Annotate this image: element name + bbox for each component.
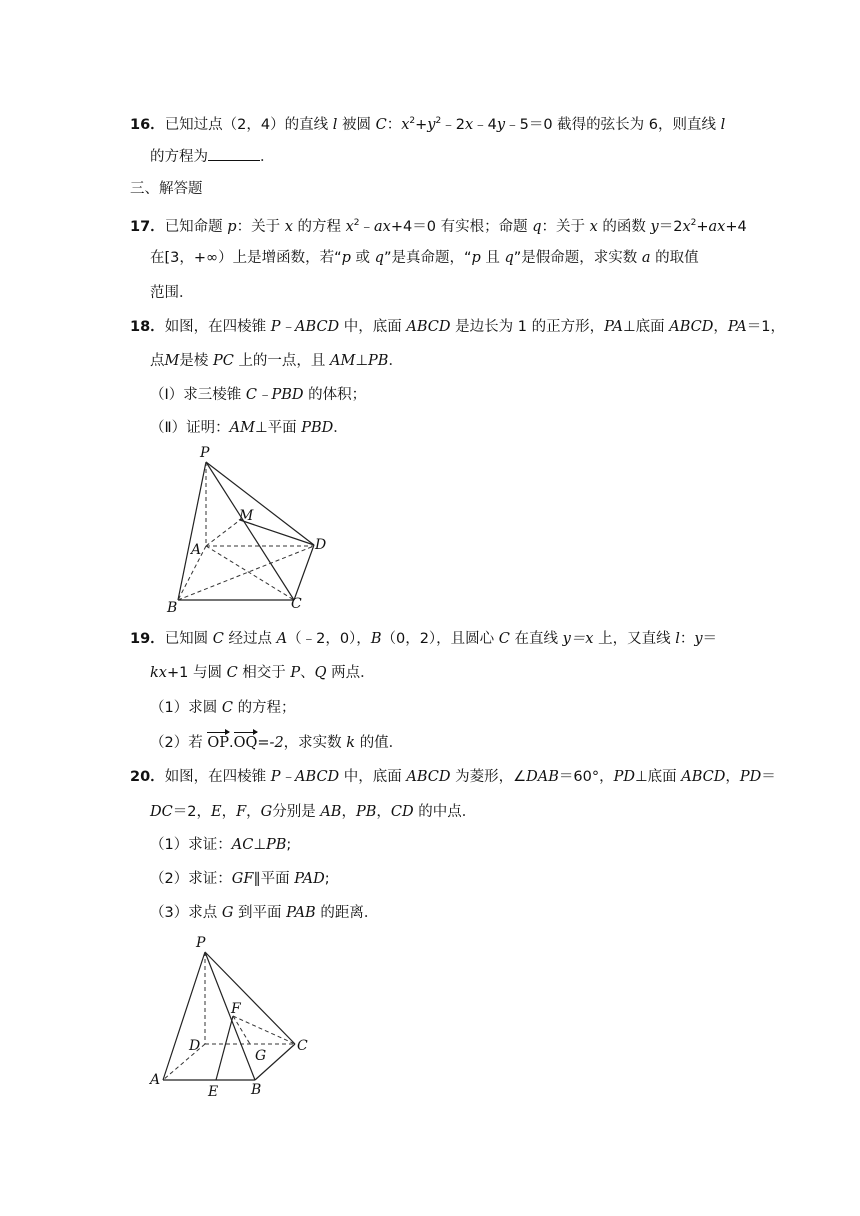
q19-text: +1 与圆 xyxy=(166,665,222,681)
edge-PC xyxy=(205,952,295,1044)
var-G: G xyxy=(260,804,273,820)
var-Q: Q xyxy=(314,665,327,681)
exponent: 2 xyxy=(409,116,416,126)
var-C: C xyxy=(226,665,238,681)
var-y: y xyxy=(427,117,436,133)
q17-text: +4＝0 有实根；命题 xyxy=(390,219,528,235)
q19-text: ＝ xyxy=(702,631,718,647)
var-PA: PA xyxy=(727,319,747,335)
var-C: C xyxy=(221,700,233,716)
q19-text: 、 xyxy=(300,665,315,681)
var-M: M xyxy=(164,353,180,369)
q17-text: 的取值 xyxy=(655,250,699,266)
var-l: l xyxy=(720,117,726,133)
q18-sub-2 xyxy=(150,418,348,438)
label-D: D xyxy=(315,537,327,553)
var-PD: PD xyxy=(613,769,635,785)
q16-text: ． xyxy=(260,149,275,165)
label-A: A xyxy=(191,542,202,558)
q20-text: ， xyxy=(376,804,391,820)
q20-pyramid-figure xyxy=(145,930,335,1100)
var-ABCD: ABCD xyxy=(681,769,726,785)
q19-text: 两点． xyxy=(331,665,375,681)
q18-text: 的体积； xyxy=(308,387,367,403)
var-q: q xyxy=(504,250,514,266)
q19-sub-1 xyxy=(150,698,296,718)
q17-text: ﹣ xyxy=(359,219,375,235)
var-ABCD: ABCD xyxy=(406,769,451,785)
q20-line-2 xyxy=(150,802,476,822)
q19-text: 的值． xyxy=(359,735,404,751)
q20-text: ， xyxy=(341,804,356,820)
q19-text: ，求实数 xyxy=(283,735,342,751)
q18-text: （Ⅱ）证明： xyxy=(150,420,230,436)
q17-text: ”是真命题，“ xyxy=(383,250,472,266)
segment-AM xyxy=(206,520,240,546)
q20-text: （3）求点 xyxy=(150,905,218,921)
q18-text: ， xyxy=(713,319,728,335)
q18-text: ⊥平面 xyxy=(254,420,297,436)
var-x: x xyxy=(682,219,691,235)
var-p: p xyxy=(341,250,351,266)
q20-text: ⊥底面 xyxy=(634,769,677,785)
var-x: x xyxy=(401,117,410,133)
var-PB: PB xyxy=(265,837,287,853)
var-GF: GF xyxy=(231,871,254,887)
q17-text: + xyxy=(696,219,709,235)
var-pyramid: P﹣ABCD xyxy=(270,769,340,785)
q20-text: 分别是 xyxy=(272,804,316,820)
q20-text: （1）求证： xyxy=(150,837,232,853)
q18-text: 是边长为 1 的正方形， xyxy=(455,319,605,335)
q17-text: 的方程 xyxy=(297,219,341,235)
var-CD: CD xyxy=(390,804,414,820)
var-AM: AM xyxy=(330,353,356,369)
q19-text: （﹣2，0）， xyxy=(287,631,371,647)
q20-text: （2）求证： xyxy=(150,871,232,887)
var-AC: AC xyxy=(231,837,254,853)
var-k: k xyxy=(346,735,356,751)
q18-text: 中，底面 xyxy=(343,319,402,335)
q17-text: 已知命题 xyxy=(164,219,223,235)
q16-text: ﹣5＝0 截得的弦长为 6，则直线 xyxy=(505,117,716,133)
var-y: y xyxy=(650,219,659,235)
edge-PB xyxy=(178,462,206,600)
label-C: C xyxy=(297,1038,308,1054)
var-C: C xyxy=(212,631,224,647)
var-l: l xyxy=(675,631,680,647)
q16-text: + xyxy=(415,117,428,133)
q17-text: 的函数 xyxy=(602,219,646,235)
q18-text: ． xyxy=(388,353,403,369)
label-F: F xyxy=(231,1001,241,1017)
var-PAD: PAD xyxy=(294,871,325,887)
var-y-eq-x: y＝x xyxy=(562,631,594,647)
q20-text: 的中点． xyxy=(418,804,477,820)
exponent: 2 xyxy=(353,218,360,228)
q17-text: 或 xyxy=(355,250,371,266)
q18-pyramid-figure xyxy=(160,440,340,620)
var-PD: PD xyxy=(739,769,762,785)
q17-line-2 xyxy=(150,248,699,268)
var-p: p xyxy=(227,219,237,235)
var-ABCD: ABCD xyxy=(669,319,714,335)
q20-line-1 xyxy=(130,767,776,787)
label-B: B xyxy=(167,600,178,616)
q20-text: 为菱形，∠ xyxy=(455,769,527,785)
q17-text: ：关于 xyxy=(236,219,281,235)
q18-text: （Ⅰ）求三棱锥 xyxy=(150,387,242,403)
var-A: A xyxy=(276,631,288,647)
q19-text: ： xyxy=(679,631,695,647)
q17-text: ＝2 xyxy=(658,219,683,235)
q18-line-1 xyxy=(130,317,785,337)
q16-text: 的方程为 xyxy=(150,149,208,165)
q20-text: ⊥ xyxy=(253,837,266,853)
segment-FC xyxy=(233,1016,295,1044)
q20-sub-2 xyxy=(150,869,330,889)
var-AM: AM xyxy=(229,420,255,436)
q20-text: 到平面 xyxy=(238,905,282,921)
q20-text: ; xyxy=(324,871,330,887)
q18-line-2 xyxy=(150,351,403,371)
var-G: G xyxy=(221,905,234,921)
var-ABCD: ABCD xyxy=(406,319,451,335)
q20-sub-3 xyxy=(150,903,378,923)
var-B: B xyxy=(370,631,382,647)
q20-text: 如图，在四棱锥 xyxy=(164,769,267,785)
q16-line-1 xyxy=(130,111,725,135)
vector-OQ: OQ xyxy=(233,735,258,751)
label-G: G xyxy=(255,1048,267,1064)
var-x: x xyxy=(345,219,354,235)
var-pyramid: P﹣ABCD xyxy=(270,319,340,335)
q19-text: （2）若 xyxy=(150,735,203,751)
label-M: M xyxy=(239,508,254,524)
edge-PD xyxy=(206,462,314,545)
q19-text: 经过点 xyxy=(228,631,273,647)
answer-blank xyxy=(208,146,260,161)
q18-text: ⊥ xyxy=(355,353,369,369)
q19-text: 上，又直线 xyxy=(598,631,671,647)
q17-text: +4 xyxy=(725,219,747,235)
q20-text: 的距离． xyxy=(320,905,379,921)
var-CPBD: C﹣PBD xyxy=(245,387,304,403)
q16-text: ﹣4 xyxy=(473,117,497,133)
var-PAB: PAB xyxy=(286,905,316,921)
label-B: B xyxy=(251,1082,262,1098)
var-x: x xyxy=(284,219,293,235)
var-x: x xyxy=(464,117,474,133)
q16-number: 16． xyxy=(130,117,165,133)
var-P: P xyxy=(290,665,301,681)
q20-sub-1 xyxy=(150,835,291,855)
q20-text: ; xyxy=(286,837,292,853)
q20-text: ＝60°， xyxy=(558,769,614,785)
q19-text: 已知圆 xyxy=(164,631,209,647)
q19-line-1 xyxy=(130,629,717,649)
q18-text: ⊥底面 xyxy=(622,319,665,335)
var-C: C xyxy=(375,117,387,133)
var-q: q xyxy=(532,219,542,235)
q16-text: 被圆 xyxy=(342,117,371,133)
edge-PA xyxy=(163,952,205,1080)
q19-sub-2 xyxy=(150,733,403,753)
var-C: C xyxy=(498,631,510,647)
q18-number: 18． xyxy=(130,319,165,335)
q17-text: 在[3，+∞）上是增函数，若“ xyxy=(150,250,342,266)
q19-text: 相交于 xyxy=(242,665,286,681)
var-DAB: DAB xyxy=(526,769,559,785)
q20-text: ， xyxy=(246,804,261,820)
var-F: F xyxy=(236,804,247,820)
q19-text: 在直线 xyxy=(514,631,558,647)
q16-text: ﹣2 xyxy=(441,117,465,133)
q18-text: 上的一点，且 xyxy=(238,353,326,369)
q19-text: （0，2），且圆心 xyxy=(381,631,495,647)
q20-text: ＝2， xyxy=(172,804,211,820)
q20-text: ＝ xyxy=(761,769,776,785)
q18-text: 如图，在四棱锥 xyxy=(164,319,267,335)
var-q: q xyxy=(374,250,384,266)
var-y: y xyxy=(496,117,506,133)
q20-text: ， xyxy=(221,804,237,820)
var-x: x xyxy=(589,219,598,235)
q19-text: 的方程； xyxy=(237,700,296,716)
var-ax: ax xyxy=(708,219,726,235)
section-heading: 三、解答题 xyxy=(130,181,203,197)
diagonal-AC xyxy=(206,546,294,600)
var-PC: PC xyxy=(212,353,234,369)
edge-PB xyxy=(205,952,255,1080)
q17-line-1 xyxy=(130,213,747,237)
q20-text: 中，底面 xyxy=(343,769,402,785)
q18-text: 点 xyxy=(150,353,165,369)
q19-line-2 xyxy=(150,663,375,683)
var-DC: DC xyxy=(150,804,173,820)
var-kx: kx xyxy=(150,665,167,681)
var-PA: PA xyxy=(604,319,623,335)
q17-text: ”是假命题，求实数 xyxy=(513,250,638,266)
var-PB: PB xyxy=(355,804,377,820)
q18-text: 是棱 xyxy=(179,353,209,369)
var-AB: AB xyxy=(320,804,342,820)
label-P: P xyxy=(196,935,206,951)
var-PBD: PBD xyxy=(301,420,334,436)
vector-OP: OP xyxy=(207,735,229,751)
var-ax: ax xyxy=(374,219,391,235)
exponent: 2 xyxy=(690,218,697,228)
var-l: l xyxy=(332,117,338,133)
label-E: E xyxy=(208,1084,219,1100)
var-a: a xyxy=(641,250,651,266)
var-PB: PB xyxy=(368,353,389,369)
edge-PC xyxy=(206,462,294,600)
q20-text: ， xyxy=(725,769,740,785)
q18-sub-1 xyxy=(150,385,366,405)
label-C: C xyxy=(291,596,302,612)
q19-number: 19． xyxy=(130,631,165,647)
q17-number: 17． xyxy=(130,219,165,235)
var-p: p xyxy=(471,250,481,266)
q18-text: ． xyxy=(333,420,348,436)
q16-text: 已知过点（2，4）的直线 xyxy=(164,117,329,133)
q20-text: ∥平面 xyxy=(253,871,290,887)
q18-text: ＝1， xyxy=(746,319,785,335)
label-D: D xyxy=(189,1038,201,1054)
q19-text: （1）求圆 xyxy=(150,700,218,716)
segment-EF xyxy=(216,1016,233,1080)
q17-text: 且 xyxy=(485,250,500,266)
var-E: E xyxy=(210,804,222,820)
q17-text: ：关于 xyxy=(541,219,585,235)
q16-line-2 xyxy=(150,146,275,167)
var-y: y xyxy=(694,631,703,647)
q20-number: 20． xyxy=(130,769,165,785)
q17-line-3: 范围． xyxy=(150,285,194,301)
equals-value: =-2 xyxy=(257,735,284,751)
label-A: A xyxy=(150,1072,161,1088)
exponent: 2 xyxy=(435,116,442,126)
label-P: P xyxy=(200,445,210,461)
q16-text: ： xyxy=(386,117,402,133)
dot-product: . xyxy=(229,735,234,751)
